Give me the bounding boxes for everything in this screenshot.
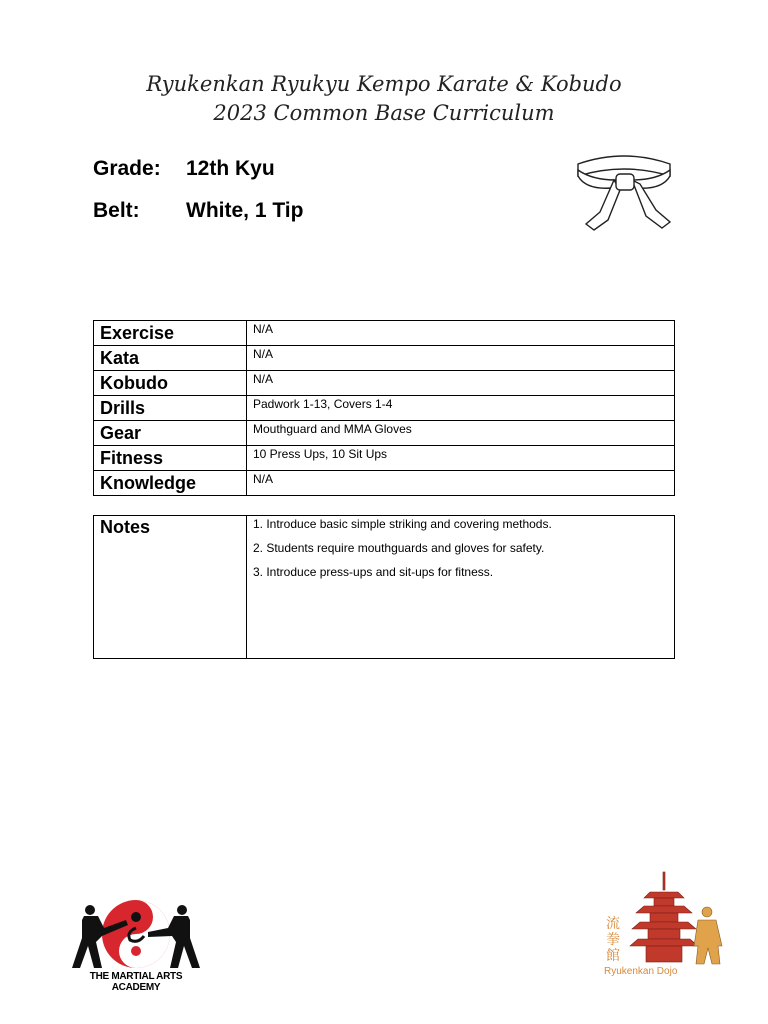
belt-label: Belt: bbox=[93, 199, 140, 222]
table-row bbox=[94, 471, 675, 496]
yin-yang-fighters-icon bbox=[68, 898, 204, 970]
table-row bbox=[94, 446, 675, 471]
row-label-knowledge: Knowledge bbox=[94, 471, 247, 496]
left-logo-caption: THE MARTIAL ARTS ACADEMY bbox=[89, 971, 183, 993]
row-label-exercise: Exercise bbox=[94, 321, 247, 346]
grade-label: Grade: bbox=[93, 157, 161, 180]
table-row bbox=[94, 321, 675, 346]
note-item: 2. Students require mouthguards and gloves for safety. bbox=[253, 541, 545, 555]
white-belt-icon bbox=[572, 150, 676, 234]
notes-content bbox=[247, 516, 675, 659]
dojo-kanji: 流拳館 bbox=[606, 916, 620, 964]
document-title-line1: Ryukenkan Ryukyu Kempo Karate & Kobudo bbox=[146, 72, 622, 96]
table-row bbox=[94, 396, 675, 421]
row-value-exercise: N/A bbox=[247, 321, 675, 346]
note-item: 3. Introduce press-ups and sit-ups for fitness. bbox=[253, 565, 494, 579]
grade-field bbox=[93, 157, 275, 181]
belt-field bbox=[93, 199, 303, 223]
row-label-drills: Drills bbox=[94, 396, 247, 421]
notes-table bbox=[93, 515, 675, 659]
martial-arts-academy-logo bbox=[68, 898, 204, 993]
row-label-kobudo: Kobudo bbox=[94, 371, 247, 396]
table-row bbox=[94, 346, 675, 371]
ryukenkan-dojo-logo bbox=[600, 868, 730, 988]
row-label-gear: Gear bbox=[94, 421, 247, 446]
belt-value: White, 1 Tip bbox=[186, 199, 304, 222]
right-logo-caption: Ryukenkan Dojo bbox=[604, 966, 678, 977]
row-value-gear: Mouthguard and MMA Gloves bbox=[247, 421, 675, 446]
row-value-kata: N/A bbox=[247, 346, 675, 371]
table-row bbox=[94, 371, 675, 396]
table-row bbox=[94, 516, 675, 659]
note-item: 1. Introduce basic simple striking and covering methods. bbox=[253, 517, 552, 531]
document-title-line2: 2023 Common Base Curriculum bbox=[213, 101, 555, 125]
row-value-drills: Padwork 1-13, Covers 1-4 bbox=[247, 396, 675, 421]
row-label-kata: Kata bbox=[94, 346, 247, 371]
row-label-fitness: Fitness bbox=[94, 446, 247, 471]
notes-label: Notes bbox=[94, 516, 247, 659]
row-value-kobudo: N/A bbox=[247, 371, 675, 396]
row-value-fitness: 10 Press Ups, 10 Sit Ups bbox=[247, 446, 675, 471]
row-value-knowledge: N/A bbox=[247, 471, 675, 496]
grade-value: 12th Kyu bbox=[186, 157, 275, 180]
curriculum-table bbox=[93, 320, 675, 496]
table-row bbox=[94, 421, 675, 446]
